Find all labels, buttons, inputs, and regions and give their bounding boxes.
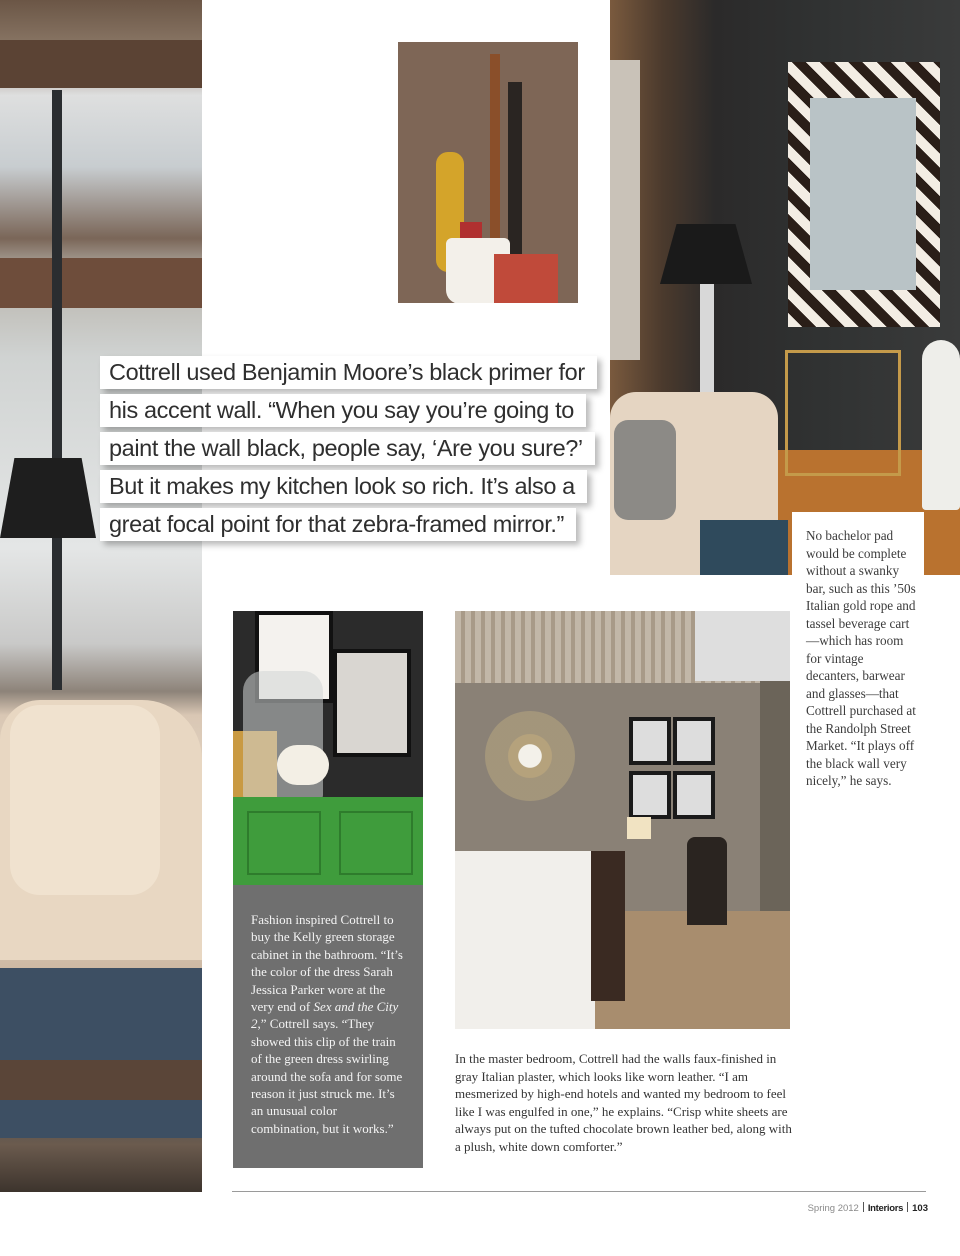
- black-umbrella: [508, 82, 522, 262]
- books: [700, 520, 788, 575]
- framed-photo: [673, 717, 715, 765]
- window: [610, 60, 640, 360]
- table-lamp: [0, 458, 96, 538]
- bedroom-caption: [455, 1050, 795, 1155]
- bed-comforter: [455, 851, 595, 1029]
- cabinet-panel: [339, 811, 413, 875]
- pull-quote: [100, 356, 590, 546]
- film-title: Sex and the City 2: [251, 999, 399, 1032]
- page-footer: [804, 1202, 928, 1218]
- living-room-photo-left: [0, 0, 202, 1192]
- framed-photo: [629, 717, 671, 765]
- framed-photo: [629, 771, 671, 819]
- air-duct: [695, 611, 790, 681]
- pull-quote-line: paint the wall black, people say, ‘Are you sure?’: [100, 432, 595, 465]
- pull-quote-line: Cottrell used Benjamin Moore’s black primer for: [100, 356, 597, 389]
- coffee-table-books: [0, 968, 202, 1138]
- issue-season: Spring 2012: [807, 1203, 859, 1214]
- bar-caption-text: No bachelor pad would be complete without a swanky bar, such as this ’50s Italian gold rope and tassel beverage cart—which has room for vintage decanters, barwear and glasses—that Cottrell purchased at the Randolph Street Market. “It plays off the black wall very nicely,” he says.: [806, 528, 916, 788]
- footer-divider: [863, 1202, 864, 1212]
- caption-text-part: Fashion inspired Cottrell to buy the Kelly green storage cabinet in the bathroom. “It’s the color of the dress Sarah Jessica Parker wore at the very end of: [251, 912, 403, 1015]
- living-room-bar-photo: [610, 0, 960, 575]
- framed-art: [333, 649, 411, 757]
- magazine-name: Interiors: [867, 1203, 904, 1214]
- pull-quote-line: But it makes my kitchen look so rich. It’s also a: [100, 470, 587, 503]
- ceiling-beam: [0, 40, 202, 88]
- chair: [687, 837, 727, 925]
- bathroom-caption-text: [233, 885, 423, 1137]
- lamp-base: [700, 284, 714, 394]
- footer-rule: [232, 1191, 926, 1192]
- umbrella-stand-photo: [398, 42, 578, 303]
- footer-divider: [907, 1202, 908, 1212]
- sunburst-mirror: [485, 711, 575, 801]
- bathroom-photo: [233, 611, 423, 885]
- caption-text-part: ,” Cottrell says. “They showed this clip of the train of the green dress swirling around the sofa and for some reason it just struck me. It’s an unusual color combination, but it works.”: [251, 1016, 403, 1136]
- page-number: 103: [912, 1203, 928, 1214]
- pillow: [10, 705, 160, 895]
- bedside-lamp: [627, 817, 651, 839]
- mirror-glass: [810, 98, 916, 290]
- book-stack: [0, 1060, 202, 1100]
- leather-bed-frame: [591, 851, 625, 1001]
- bedroom-photo: [455, 611, 790, 1029]
- dog-statue: [922, 340, 960, 510]
- scarf: [494, 254, 558, 303]
- walking-cane: [490, 54, 500, 254]
- pull-quote-line: great focal point for that zebra-framed mirror.”: [100, 508, 576, 541]
- cabinet-panel: [247, 811, 321, 875]
- bar-caption-box: [792, 512, 924, 812]
- gold-beverage-cart: [785, 350, 901, 476]
- pull-quote-line: his accent wall. “When you say you’re going to: [100, 394, 586, 427]
- lamp-shade: [660, 224, 752, 284]
- framed-photo: [673, 771, 715, 819]
- white-flowers: [277, 745, 329, 785]
- bedroom-caption-text: In the master bedroom, Cottrell had the walls faux-finished in gray Italian plaster, which looks like worn leather. “I am mesmerized by high-end hotels and wanted my bedroom to feel like I was engulfed in one,” he explains. “Crisp white sheets are always put on the tufted chocolate brown leather bed, along with a plush, white down comforter.”: [455, 1051, 792, 1154]
- bathroom-caption-box: [233, 885, 423, 1168]
- window-mullion: [52, 90, 62, 690]
- ceiling-beam: [0, 258, 202, 308]
- gray-cushion: [614, 420, 676, 520]
